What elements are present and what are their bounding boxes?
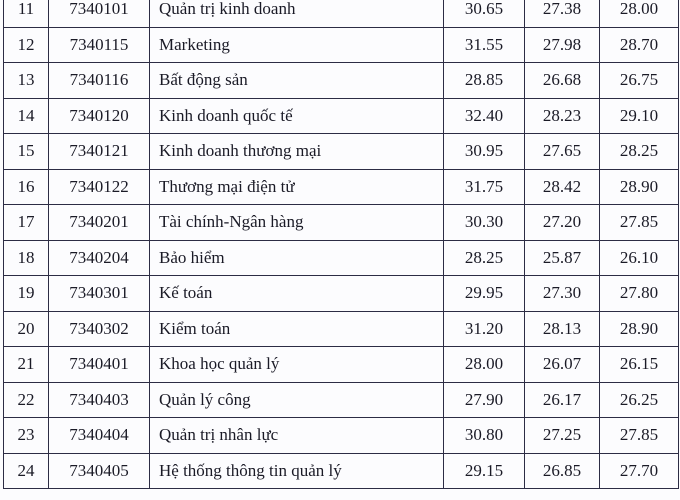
- score-column-1-cell: 30.95: [444, 134, 525, 170]
- score-column-3-cell: 26.10: [600, 240, 679, 276]
- table-row: [4, 418, 679, 454]
- major-code-cell: 7340405: [49, 453, 150, 489]
- score-column-2-cell: 26.68: [525, 63, 600, 99]
- score-column-2-cell: 28.42: [525, 169, 600, 205]
- row-number-cell: 18: [4, 240, 49, 276]
- major-name-cell: Quản trị nhân lực: [150, 418, 444, 454]
- row-number-cell: 13: [4, 63, 49, 99]
- major-code-cell: 7340301: [49, 276, 150, 312]
- score-column-3-cell: 27.80: [600, 276, 679, 312]
- table-row: [4, 0, 679, 27]
- score-column-3-cell: 28.00: [600, 0, 679, 27]
- row-number-cell: 15: [4, 134, 49, 170]
- major-name-cell: Bảo hiểm: [150, 240, 444, 276]
- score-column-2-cell: 27.38: [525, 0, 600, 27]
- score-column-2-cell: 27.20: [525, 205, 600, 241]
- table-row: [4, 134, 679, 170]
- table-row: [4, 205, 679, 241]
- score-column-1-cell: 31.55: [444, 27, 525, 63]
- score-column-2-cell: 27.25: [525, 418, 600, 454]
- score-column-3-cell: 28.90: [600, 169, 679, 205]
- score-column-1-cell: 28.25: [444, 240, 525, 276]
- row-number-cell: 21: [4, 347, 49, 383]
- major-code-cell: 7340120: [49, 98, 150, 134]
- table-row: [4, 382, 679, 418]
- score-column-3-cell: 27.85: [600, 418, 679, 454]
- table-row: [4, 276, 679, 312]
- score-column-1-cell: 28.00: [444, 347, 525, 383]
- row-number-cell: 20: [4, 311, 49, 347]
- score-column-2-cell: 28.13: [525, 311, 600, 347]
- major-code-cell: 7340115: [49, 27, 150, 63]
- table-row: [4, 63, 679, 99]
- table-row: [4, 311, 679, 347]
- score-column-1-cell: 31.75: [444, 169, 525, 205]
- row-number-cell: 16: [4, 169, 49, 205]
- table-row: [4, 240, 679, 276]
- table-row: [4, 169, 679, 205]
- score-column-3-cell: 28.70: [600, 27, 679, 63]
- score-column-2-cell: 27.98: [525, 27, 600, 63]
- major-code-cell: 7340121: [49, 134, 150, 170]
- major-name-cell: Khoa học quản lý: [150, 347, 444, 383]
- row-number-cell: 17: [4, 205, 49, 241]
- major-name-cell: Kinh doanh thương mại: [150, 134, 444, 170]
- major-name-cell: Kế toán: [150, 276, 444, 312]
- score-column-2-cell: 27.30: [525, 276, 600, 312]
- score-column-3-cell: 29.10: [600, 98, 679, 134]
- score-column-2-cell: 26.85: [525, 453, 600, 489]
- admission-scores-table: [3, 0, 679, 489]
- table-row: [4, 453, 679, 489]
- row-number-cell: 22: [4, 382, 49, 418]
- major-code-cell: 7340122: [49, 169, 150, 205]
- table-body: [4, 0, 679, 489]
- score-column-1-cell: 27.90: [444, 382, 525, 418]
- score-column-1-cell: 28.85: [444, 63, 525, 99]
- score-column-2-cell: 27.65: [525, 134, 600, 170]
- row-number-cell: 14: [4, 98, 49, 134]
- score-column-1-cell: 30.80: [444, 418, 525, 454]
- table-row: [4, 98, 679, 134]
- major-name-cell: Hệ thống thông tin quản lý: [150, 453, 444, 489]
- major-name-cell: Marketing: [150, 27, 444, 63]
- score-column-3-cell: 26.25: [600, 382, 679, 418]
- major-name-cell: Bất động sản: [150, 63, 444, 99]
- score-column-3-cell: 27.85: [600, 205, 679, 241]
- row-number-cell: 24: [4, 453, 49, 489]
- major-name-cell: Quản lý công: [150, 382, 444, 418]
- major-code-cell: 7340101: [49, 0, 150, 27]
- row-number-cell: 11: [4, 0, 49, 27]
- row-number-cell: 23: [4, 418, 49, 454]
- major-code-cell: 7340404: [49, 418, 150, 454]
- row-number-cell: 12: [4, 27, 49, 63]
- major-code-cell: 7340302: [49, 311, 150, 347]
- major-code-cell: 7340204: [49, 240, 150, 276]
- row-number-cell: 19: [4, 276, 49, 312]
- major-code-cell: 7340201: [49, 205, 150, 241]
- score-column-1-cell: 29.15: [444, 453, 525, 489]
- major-name-cell: Tài chính-Ngân hàng: [150, 205, 444, 241]
- major-code-cell: 7340403: [49, 382, 150, 418]
- score-column-3-cell: 26.75: [600, 63, 679, 99]
- score-column-2-cell: 26.07: [525, 347, 600, 383]
- major-code-cell: 7340401: [49, 347, 150, 383]
- major-name-cell: Thương mại điện tử: [150, 169, 444, 205]
- major-name-cell: Kinh doanh quốc tế: [150, 98, 444, 134]
- table-row: [4, 347, 679, 383]
- major-name-cell: Kiểm toán: [150, 311, 444, 347]
- score-column-2-cell: 25.87: [525, 240, 600, 276]
- major-name-cell: Quản trị kinh doanh: [150, 0, 444, 27]
- score-column-1-cell: 30.65: [444, 0, 525, 27]
- score-column-2-cell: 26.17: [525, 382, 600, 418]
- score-column-1-cell: 32.40: [444, 98, 525, 134]
- score-column-3-cell: 27.70: [600, 453, 679, 489]
- score-column-3-cell: 26.15: [600, 347, 679, 383]
- score-column-3-cell: 28.90: [600, 311, 679, 347]
- score-column-3-cell: 28.25: [600, 134, 679, 170]
- table-row: [4, 27, 679, 63]
- score-column-1-cell: 31.20: [444, 311, 525, 347]
- score-column-1-cell: 29.95: [444, 276, 525, 312]
- score-column-2-cell: 28.23: [525, 98, 600, 134]
- score-column-1-cell: 30.30: [444, 205, 525, 241]
- major-code-cell: 7340116: [49, 63, 150, 99]
